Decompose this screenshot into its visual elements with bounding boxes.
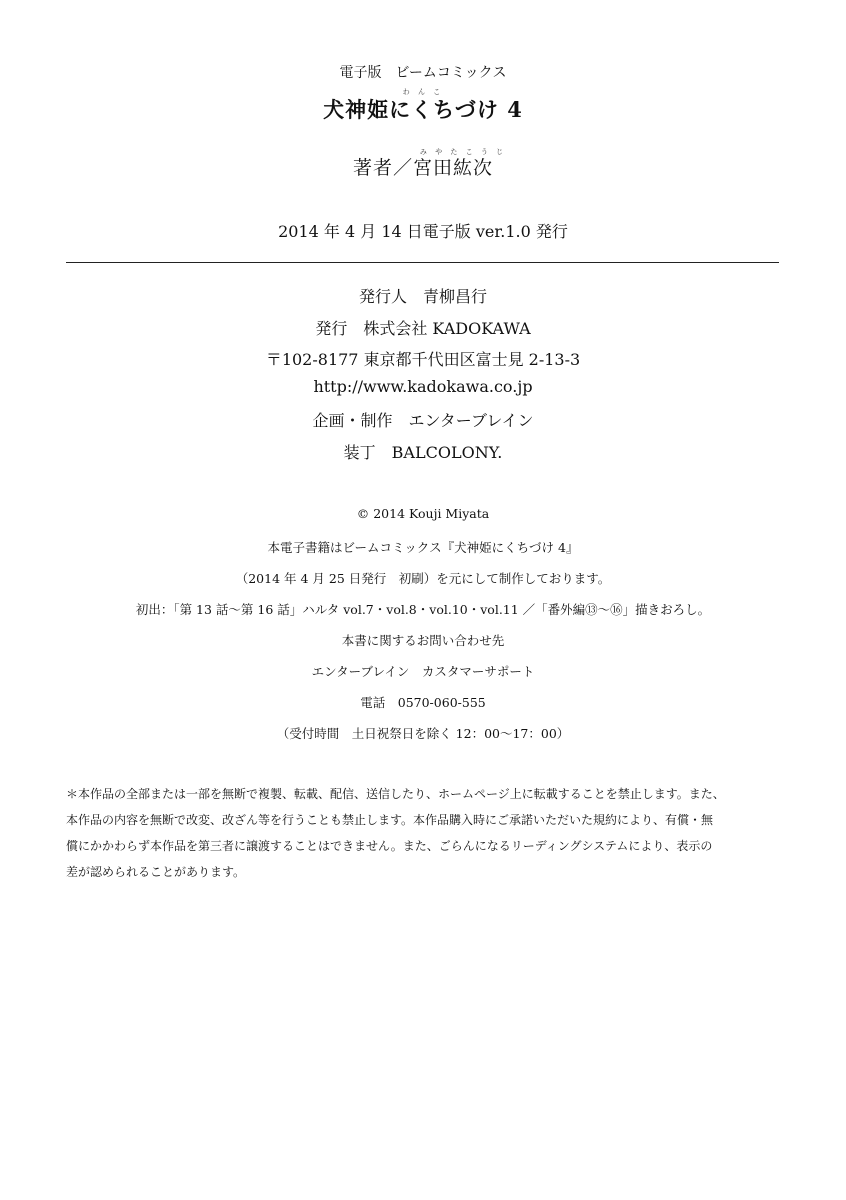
- phone-line: 電話 0570-060-555: [360, 695, 486, 710]
- publish-date: 2014 年 4 月 14 日電子版 ver.1.0 発行: [278, 222, 568, 241]
- design-credit: 装丁 BALCOLONY.: [343, 443, 503, 462]
- planning-credit: 企画・制作 エンターブレイン: [312, 411, 534, 430]
- publisher-address: 〒102-8177 東京都千代田区富士見 2-13-3: [265, 350, 581, 369]
- divider: [66, 262, 779, 263]
- inquiry-heading: 本書に関するお問い合わせ先: [341, 633, 505, 648]
- notice-line: 償にかかわらず本作品を第三者に譲渡することはできません。また、ごらんになるリーディングシステムにより、表示の: [66, 839, 713, 853]
- notice-line: ＊本作品の全部または一部を無断で複製、転載、配信、送信したり、ホームページ上に転載することを禁止します。また、: [66, 787, 725, 801]
- copyright: © 2014 Kouji Miyata: [356, 506, 490, 521]
- edition-label: 電子版 ビームコミックス: [339, 65, 507, 81]
- support-line: エンターブレイン カスタマーサポート: [311, 664, 535, 679]
- notice-line: 差が認められることがあります。: [66, 865, 246, 879]
- book-title: 犬神姫にくちづけ 4: [323, 97, 523, 122]
- usage-notice: [66, 781, 779, 885]
- author-line: 著者／宮田紘次: [352, 157, 493, 179]
- source-line-2: （2014 年 4 月 25 日発行 初刷）を元にして制作しております。: [235, 571, 611, 586]
- publisher-person: 発行人 青柳昌行: [358, 287, 487, 306]
- source-line-1: 本電子書籍はビームコミックス『犬神姫にくちづけ 4』: [267, 540, 579, 555]
- publisher-url: http://www.kadokawa.co.jp: [313, 377, 533, 396]
- author-ruby: み や た こ う じ: [419, 148, 507, 156]
- publisher: 発行 株式会社 KADOKAWA: [315, 319, 531, 338]
- title-ruby: わ ん こ: [402, 88, 444, 96]
- first-appearance: 初出：「第 13 話～第 16 話」ハルタ vol.7・vol.8・vol.10・vol.11 ／「番外編⑬～⑯」描きおろし。: [135, 602, 711, 617]
- notice-line: 本作品の内容を無断で改変、改ざん等を行うことも禁止します。本作品購入時にご承諾いただいた規約により、有償・無: [66, 813, 714, 827]
- hours-line: （受付時間 土日祝祭日を除く 12：00～17：00）: [276, 726, 570, 741]
